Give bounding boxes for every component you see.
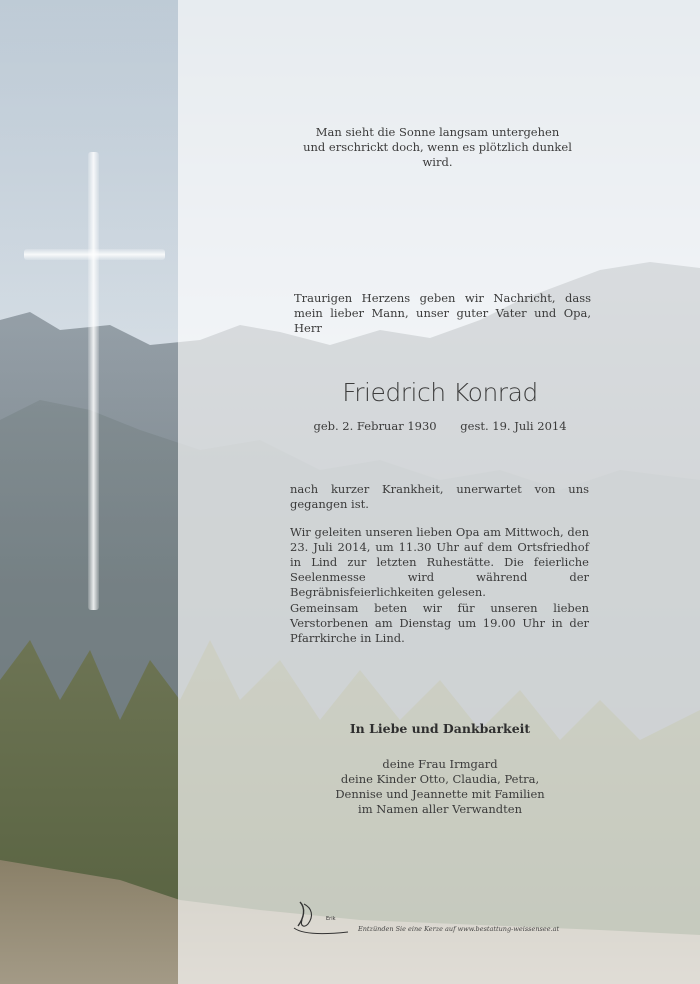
quote-line: Man sieht die Sonne langsam untergehen — [315, 125, 560, 139]
birth-date: geb. 2. Februar 1930 — [313, 419, 437, 433]
mourner-line: Dennise und Jeannette mit Familien — [335, 787, 545, 801]
quote-line: und erschrickt doch, wenn es plötzlich dunkel wird. — [303, 140, 572, 169]
prayer-details-paragraph: Gemeinsam beten wir für unseren lieben Verstorbenen am Dienstag um 19.00 Uhr in der Pfarrkirche in Lind. — [290, 601, 589, 645]
svg-text:Erik: Erik — [326, 916, 336, 922]
body-paragraph: nach kurzer Krankheit, unerwartet von uns gegangen ist. — [290, 482, 589, 511]
closing-heading: In Liebe und Dankbarkeit — [349, 721, 531, 736]
candle-link-text[interactable]: Entzünden Sie eine Kerze auf www.bestattung-weissensee.at — [358, 925, 560, 933]
mourners-list — [290, 757, 590, 817]
announcement-text: Traurigen Herzens geben wir Nachricht, dass mein lieber Mann, unser guter Vater und Opa, Herr — [294, 291, 591, 335]
memorial-quote — [290, 125, 585, 170]
mourner-line: deine Kinder Otto, Claudia, Petra, — [340, 772, 540, 786]
death-date: gest. 19. Juli 2014 — [460, 419, 567, 433]
deceased-name: Friedrich Konrad — [342, 378, 538, 407]
mourner-line: im Namen aller Verwandten — [358, 802, 522, 816]
funeral-home-logo-icon — [290, 898, 350, 938]
funeral-details-paragraph: Wir geleiten unseren lieben Opa am Mittwoch, den 23. Juli 2014, um 11.30 Uhr auf dem Ortsfriedhof in Lind zur letzten Ruhestätte. Die feierliche Seelenmesse wird während der Begräbnisfeierlichkeiten gelesen. — [290, 525, 589, 599]
life-dates — [290, 419, 590, 434]
mourner-line: deine Frau Irmgard — [382, 757, 498, 771]
footer — [290, 898, 590, 938]
